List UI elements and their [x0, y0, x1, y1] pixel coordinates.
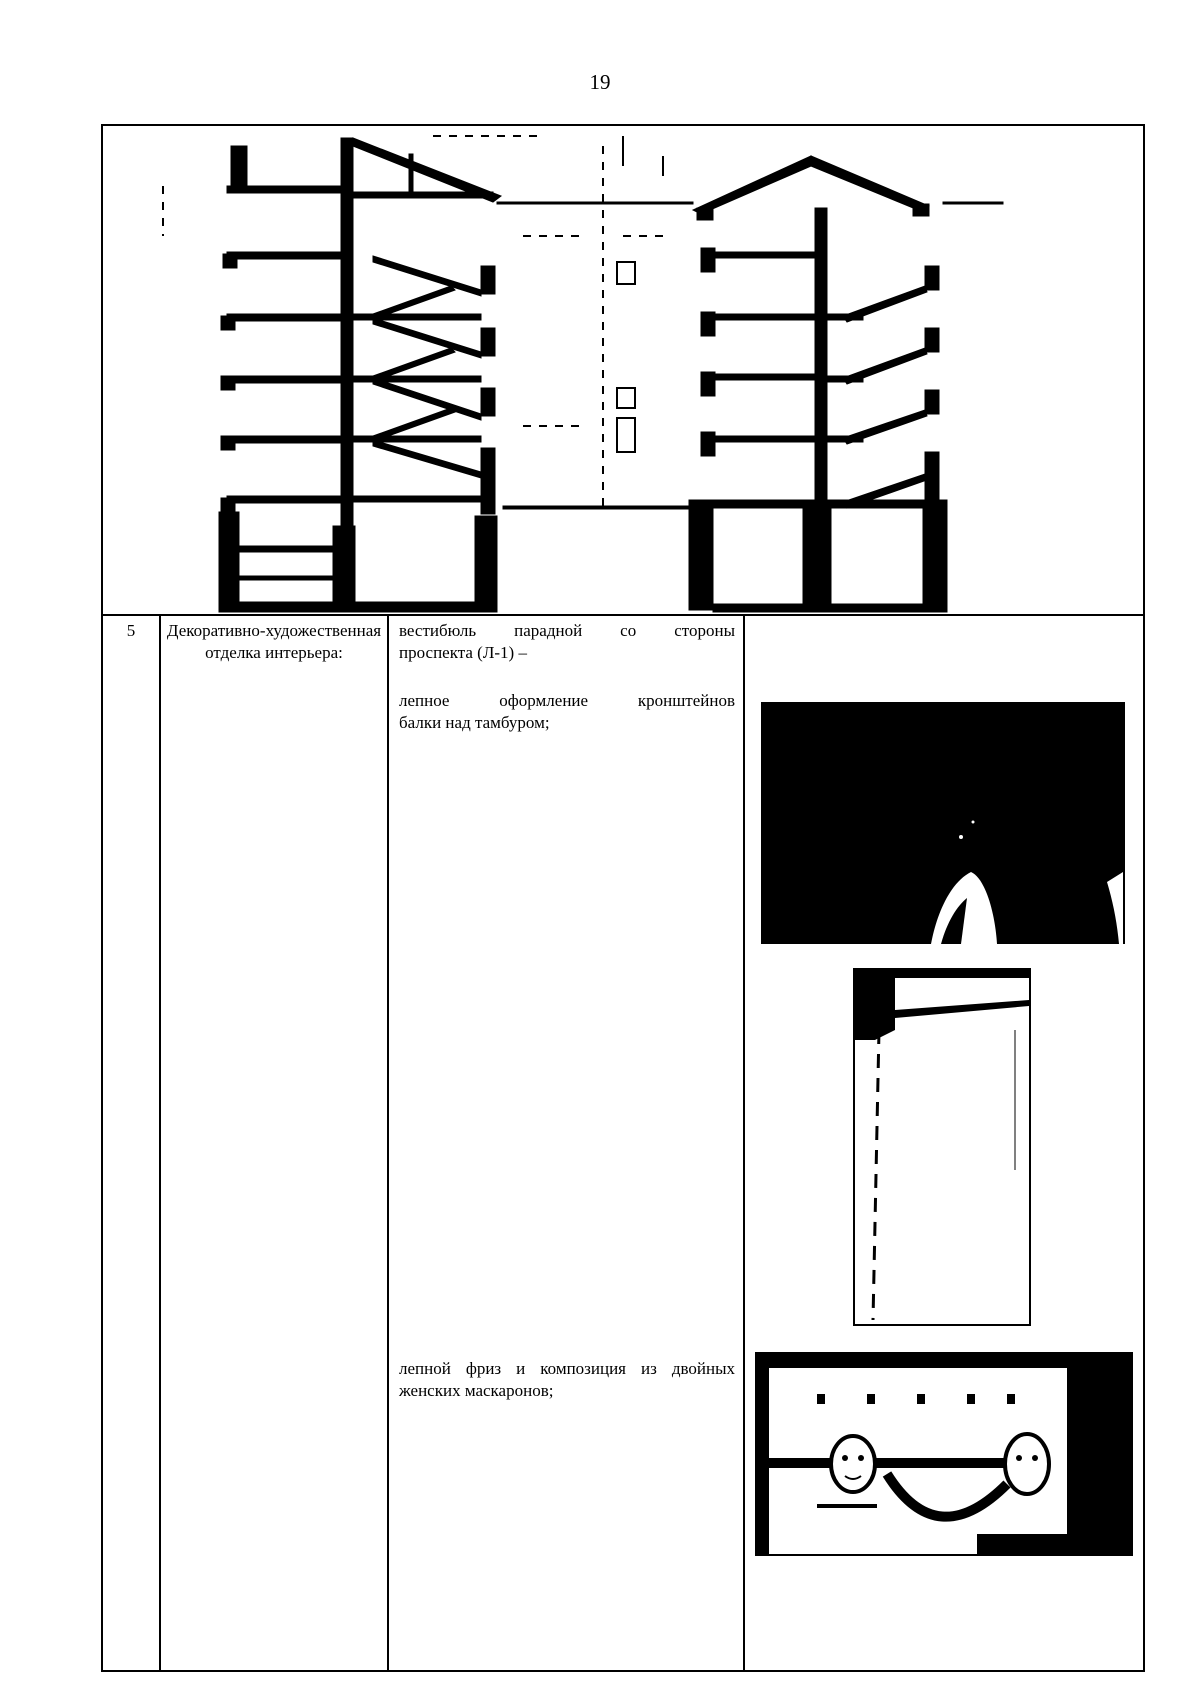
object-table: [101, 124, 1145, 1672]
column-divider: [159, 616, 161, 1670]
element-name: Декоративно-художественная отделка интерьера:: [166, 621, 382, 662]
entry-line: балки над тамбуром;: [399, 713, 550, 732]
column-divider: [387, 616, 389, 1670]
entry-line: проспекта (Л-1) –: [399, 643, 527, 662]
entry-line: женских маскаронов;: [399, 1381, 554, 1400]
photo-beam-brackets: [761, 702, 1125, 944]
building-section-svg: [103, 126, 1143, 616]
entry-line: вестибюль парадной со стороны: [399, 621, 735, 640]
entry-line: лепное оформление кронштейнов: [399, 691, 735, 710]
column-divider: [743, 616, 745, 1670]
entry-line: лепной фриз и композиция из двойных: [399, 1359, 735, 1378]
row-number: 5: [126, 621, 136, 640]
photo-bracket-detail: [853, 968, 1031, 1326]
page-number: 19: [589, 70, 611, 94]
building-section-drawing: [103, 126, 1143, 616]
photo-frieze-mascarons: [755, 1352, 1133, 1556]
